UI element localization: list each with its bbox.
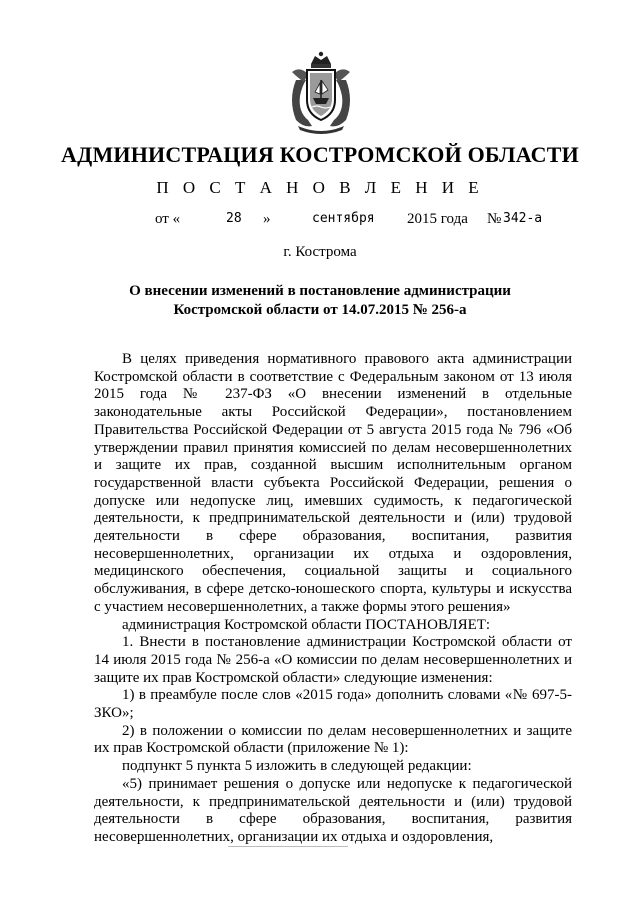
item-1: 1. Внести в постановление администрации Костромской области от 14 июля 2015 года № 256-а «О комиссии по делам несовершеннолетних и защите их прав Костромской области» следующие изменения: <box>94 634 572 686</box>
subpoint-5-text: «5) принимает решения о допуске или недопуске к педагогической деятельности, к предпринимательской деятельности и (или) трудовой деятельности в сфере образования, воспитания, развития несовершеннолетних, организации их отдыха и оздоровления, <box>94 775 572 845</box>
date-year: 2015 года <box>407 211 468 227</box>
subject-line-1: О внесении изменений в постановление администрации <box>129 283 511 299</box>
number-prefix: № <box>487 211 502 227</box>
document-number: 342-а <box>503 211 543 226</box>
document-type: П О С Т А Н О В Л Е Н И Е <box>156 178 484 197</box>
date-prefix: от « <box>155 211 181 227</box>
item-1-subitem-1: 1) в преамбуле после слов «2015 года» дополнить словами «№ 697-5-ЗКО»; <box>94 687 572 722</box>
document-subject <box>100 282 540 320</box>
date-line <box>0 211 640 231</box>
organization-title: АДМИНИСТРАЦИЯ КОСТРОМСКОЙ ОБЛАСТИ <box>61 142 579 167</box>
date-close-quote: » <box>263 211 271 227</box>
date-day: 28 <box>226 211 242 226</box>
subpoint-5-line: подпункт 5 пункта 5 изложить в следующей редакции: <box>122 758 472 775</box>
document-body <box>94 351 572 847</box>
preamble-paragraph: В целях приведения нормативного правового акта администрации Костромской области в соответствие с Федеральным законом от 13 июля 2015 года № 237-ФЗ «О внесении изменений в отдельные законодательные акты Российской Федерации», постановлением Правительства Российской Федерации от 5 августа 2015 года № 796 «Об утверждении правил принятия комиссией по делам несовершеннолетних и защите их прав, созданной высшим исполнительным органом государственной власти субъекта Российской Федерации, решения о допуске или недопуске лиц, имевших судимость, к педагогической деятельности, к предпринимательской деятельности и (или) трудовой деятельности в сфере образования, воспитания, развития несовершеннолетних, организации их отдыха и оздоровления, медицинского обеспечения, социальной защиты и социального обслуживания, в сфере детско-юношеского спорта, культуры и искусства с участием несовершеннолетних, а также формы этого решения» <box>94 351 572 615</box>
city: г. Кострома <box>283 244 357 260</box>
subject-line-2: Костромской области от 14.07.2015 № 256-а <box>173 302 467 318</box>
decree-line: администрация Костромской области ПОСТАНОВЛЯЕТ: <box>122 616 491 633</box>
page-divider <box>228 846 348 847</box>
date-month: сентября <box>312 211 375 226</box>
item-1-subitem-2: 2) в положении о комиссии по делам несовершеннолетних и защите их прав Костромской области (приложение № 1): <box>94 722 572 757</box>
coat-of-arms-icon <box>282 50 360 134</box>
